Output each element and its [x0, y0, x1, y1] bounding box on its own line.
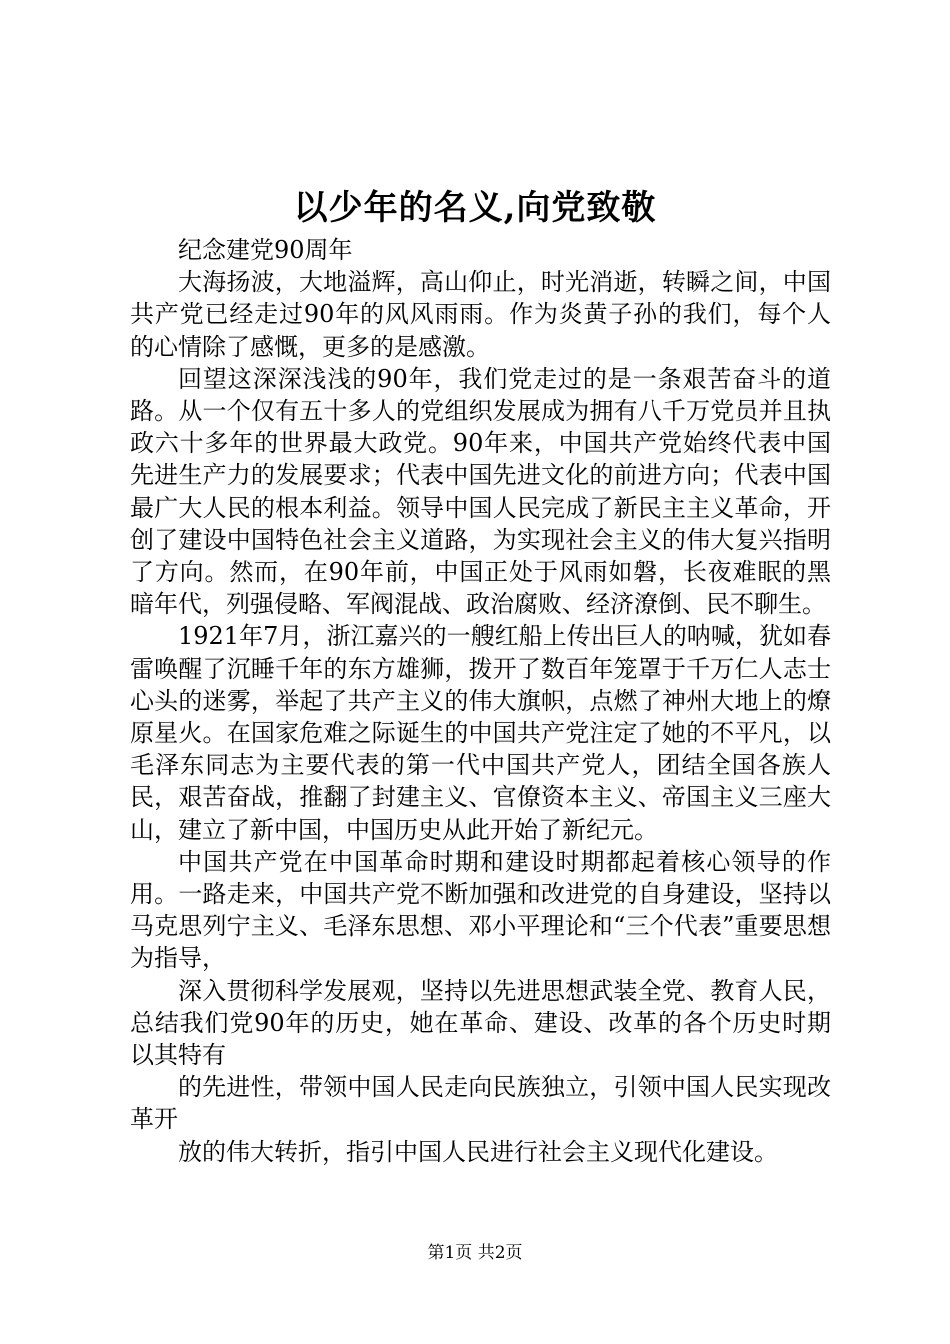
- paragraph: 1921年7月，浙江嘉兴的一艘红船上传出巨人的呐喊，犹如春雷唤醒了沉睡千年的东方雄狮，拨开了数百年笼罩于千万仁人志士心头的迷雾，举起了共产主义的伟大旗帜，点燃了神州大地上的燎原星火。在国家危难之际诞生的中国共产党注定了她的不平凡，以毛泽东同志为主要代表的第一代中国共产党人，团结全国各族人民，艰苦奋战，推翻了封建主义、官僚资本主义、帝国主义三座大山，建立了新中国，中国历史从此开始了新纪元。: [130, 622, 831, 844]
- paragraph: 的先进性，带领中国人民走向民族独立，引领中国人民实现改革开: [130, 1073, 831, 1134]
- paragraph: 深入贯彻科学发展观，坚持以先进思想武装全党、教育人民，总结我们党90年的历史，她在革命、建设、改革的各个历史时期以其特有: [130, 976, 831, 1070]
- paragraph: 放的伟大转折，指引中国人民进行社会主义现代化建设。: [178, 1137, 778, 1166]
- paragraph: 中国共产党在中国革命时期和建设时期都起着核心领导的作用。一路走来，中国共产党不断加强和改进党的自身建设，坚持以马克思列宁主义、毛泽东思想、邓小平理论和“三个代表”重要思想为指导，: [130, 847, 831, 973]
- document-body: [130, 234, 831, 1168]
- page-number-footer: 第1页 共2页: [427, 1243, 523, 1263]
- paragraph: 大海扬波，大地溢辉，高山仰止，时光消逝，转瞬之间，中国共产党已经走过90年的风风雨雨。作为炎黄子孙的我们，每个人的心情除了感慨，更多的是感激。: [130, 268, 831, 361]
- paragraph: 回望这深深浅浅的90年，我们党走过的是一条艰苦奋斗的道路。从一个仅有五十多人的党组织发展成为拥有八千万党员并且执政六十多年的世界最大政党。90年来，中国共产党始终代表中国先进生产力的发展要求；代表中国先进文化的前进方向；代表中国最广大人民的根本利益。领导中国人民完成了新民主主义革命，开创了建设中国特色社会主义道路，为实现社会主义的伟大复兴指明了方向。然而，在90年前，中国正处于风雨如磐，长夜难眠的黑暗年代，列强侵略、军阀混战、政治腐败、经济潦倒、民不聊生。: [130, 364, 831, 619]
- document-title: 以少年的名义,向党致敬: [293, 188, 657, 228]
- paragraph-subtitle: 纪念建党90周年: [178, 236, 353, 264]
